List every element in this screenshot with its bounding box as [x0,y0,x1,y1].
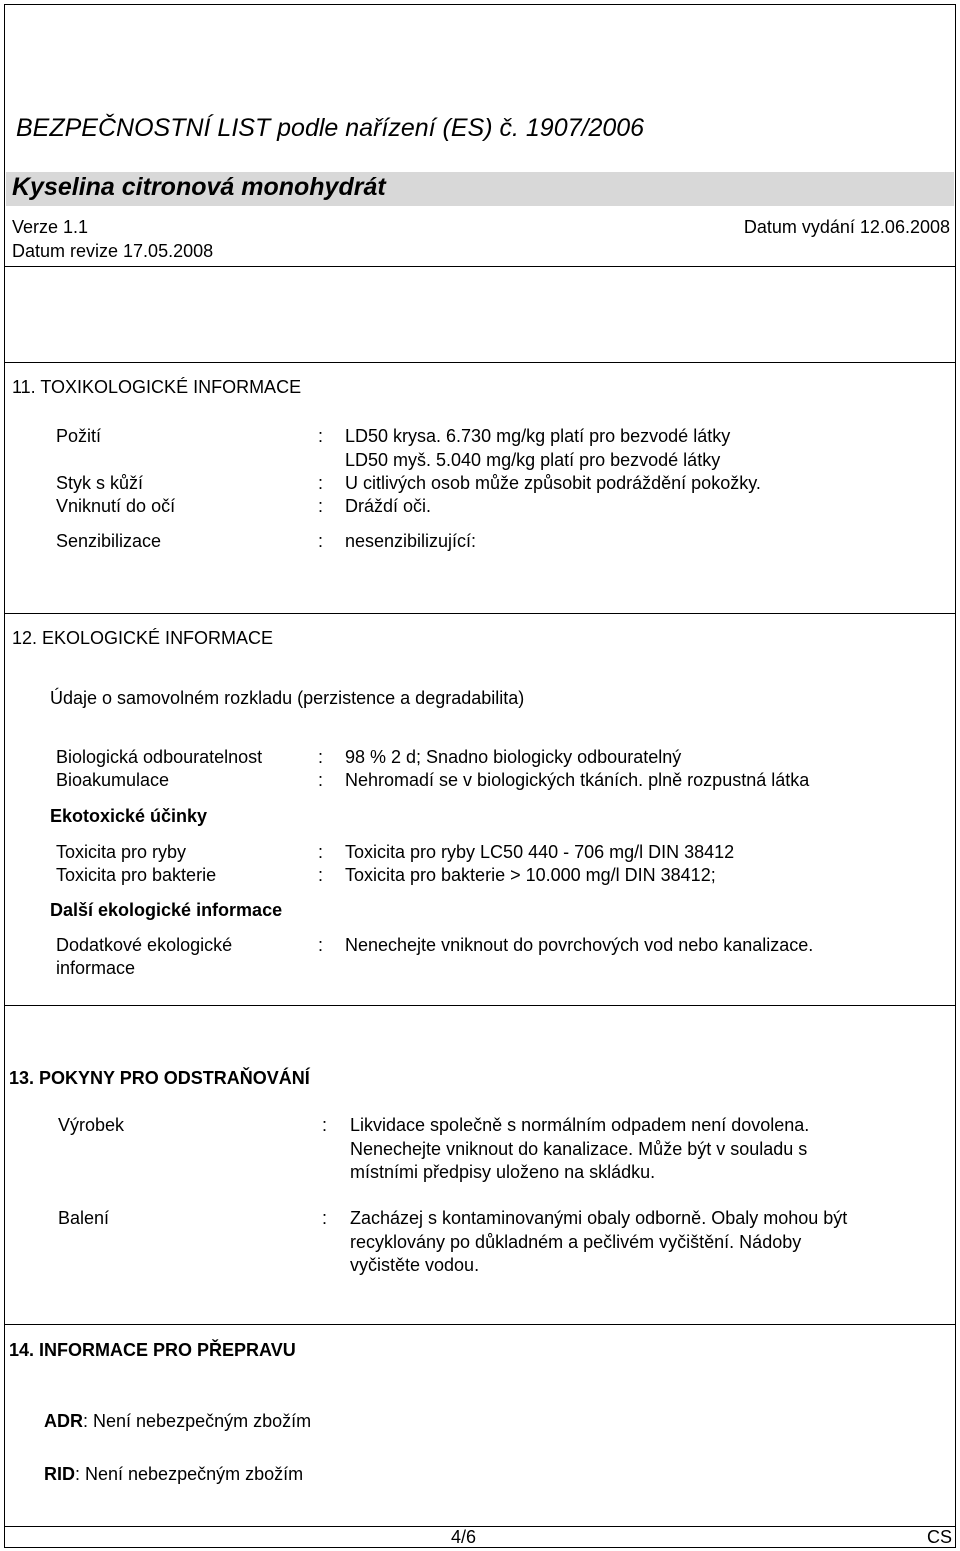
section-14-heading: 14. INFORMACE PRO PŘEPRAVU [9,1340,296,1360]
section-13-divider [4,1005,956,1006]
product-name: Kyselina citronová monohydrát [12,173,386,201]
row-label-fish-toxicity: Toxicita pro ryby [56,842,187,862]
version: Verze 1.1 [12,217,89,237]
row-label-sensitization: Senzibilizace [56,531,162,551]
section-11-heading: 11. TOXIKOLOGICKÉ INFORMACE [12,377,302,397]
row-label-biodegradability: Biologická odbouratelnost [56,747,263,767]
adr-label: ADR [44,1411,83,1431]
page-number: 4/6 [451,1527,477,1547]
row-value-eyes: Dráždí oči. [345,496,432,516]
separator: : [318,842,324,862]
footer-divider [4,1526,956,1527]
separator: : [318,935,324,955]
separator: : [318,473,324,493]
row-value-packaging-1: Zacházej s kontaminovanými obaly odborně. Obaly mohou být [350,1208,848,1228]
row-value-additional-eco: Nenechejte vniknout do povrchových vod nebo kanalizace. [345,935,814,955]
row-value-product-3: místními předpisy uloženo na skládku. [350,1162,656,1182]
subsection-other-eco-info: Další ekologické informace [50,900,283,920]
row-label-eyes: Vniknutí do očí [56,496,176,516]
separator: : [322,1208,328,1228]
section-14-divider [4,1324,956,1325]
row-value-bioaccumulation: Nehromadí se v biologických tkáních. plně rozpustná látka [345,770,810,790]
section-13-heading: 13. POKYNY PRO ODSTRAŇOVÁNÍ [9,1068,310,1088]
issue-date: Datum vydání 12.06.2008 [743,217,950,237]
section-12-divider [4,613,956,614]
rid-value: : Není nebezpečným zbožím [75,1464,304,1484]
rid-line [44,1464,303,1485]
section-11-divider [4,362,956,363]
adr-line [44,1411,311,1432]
separator: : [318,426,324,446]
row-value-bacteria-toxicity: Toxicita pro bakterie > 10.000 mg/l DIN 38412; [345,865,716,885]
row-value-product-1: Likvidace společně s normálním odpadem není dovolena. [350,1115,810,1135]
adr-value: : Není nebezpečným zbožím [83,1411,312,1431]
row-value-packaging-2: recyklovány po důkladném a pečlivém vyčištění. Nádoby [350,1232,802,1252]
row-value-biodegradability: 98 % 2 d; Snadno biologicky odbouratelný [345,747,682,767]
subsection-degradability: Údaje o samovolném rozkladu (perzistence a degradabilita) [50,688,525,708]
separator: : [322,1115,328,1135]
row-value-ingestion-1: LD50 krysa. 6.730 mg/kg platí pro bezvodé látky [345,426,731,446]
section-12-heading: 12. EKOLOGICKÉ INFORMACE [12,628,274,648]
separator: : [318,496,324,516]
separator: : [318,865,324,885]
separator: : [318,531,324,551]
row-value-product-2: Nenechejte vniknout do kanalizace. Může být v souladu s [350,1139,808,1159]
row-label-product: Výrobek [58,1115,125,1135]
row-label-bioaccumulation: Bioakumulace [56,770,170,790]
row-label-additional-eco-2: informace [56,958,136,978]
row-value-skin: U citlivých osob může způsobit podráždění pokožky. [345,473,761,493]
row-label-additional-eco-1: Dodatkové ekologické [56,935,233,955]
document-title: BEZPEČNOSTNÍ LIST podle nařízení (ES) č. 1907/2006 [16,114,645,142]
header-divider [4,266,956,267]
row-label-skin: Styk s kůží [56,473,144,493]
row-value-packaging-3: vyčistěte vodou. [350,1255,480,1275]
subsection-ecotoxic-effects: Ekotoxické účinky [50,806,208,826]
row-value-fish-toxicity: Toxicita pro ryby LC50 440 - 706 mg/l DIN 38412 [345,842,735,862]
revision-date: Datum revize 17.05.2008 [12,241,214,261]
rid-label: RID [44,1464,75,1484]
row-label-bacteria-toxicity: Toxicita pro bakterie [56,865,217,885]
separator: : [318,770,324,790]
language-code: CS [926,1527,952,1547]
row-label-ingestion: Požití [56,426,102,446]
row-label-packaging: Balení [58,1208,110,1228]
row-value-ingestion-2: LD50 myš. 5.040 mg/kg platí pro bezvodé látky [345,450,721,470]
separator: : [318,747,324,767]
row-value-sensitization: nesenzibilizující: [345,531,477,551]
